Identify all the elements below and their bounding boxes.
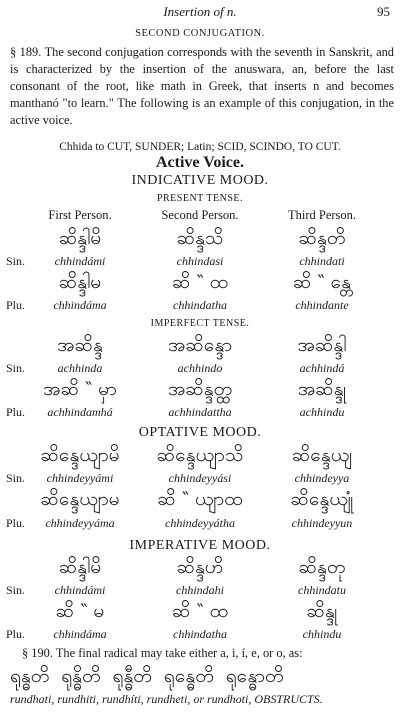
script-word: အဆိန္ဒတ္ထ — [167, 378, 233, 400]
script-word: ဆိန္ဒါမိ — [58, 227, 102, 249]
roman-word: achhindamhá — [47, 405, 113, 419]
script-word: ဆိန္ဒါမ — [58, 271, 102, 293]
imperfect-tense-heading: IMPERFECT TENSE. — [150, 318, 250, 329]
script-word: အဆိ ‶ မှာ — [43, 378, 117, 400]
roman-word: chhindeyyámi — [46, 471, 114, 485]
script-word: အဆိန္ဒု — [297, 378, 347, 400]
optative-plu-roman-row — [0, 516, 400, 534]
number-label: Sin. — [6, 471, 26, 485]
script-word: ဆိန္ဒတု — [298, 556, 346, 578]
number-label: Plu. — [6, 627, 26, 641]
roman-word: chhindatha — [173, 627, 227, 641]
script-word: ဆိန္ဒသိ — [176, 227, 224, 249]
roman-word: chhindatha — [173, 298, 227, 312]
roman-word: chhindáma — [53, 627, 107, 641]
roman-word: chhindámi — [54, 254, 106, 268]
imperfect-sin-script-row — [0, 333, 400, 359]
script-word: ဆိ ‶ န္တေ — [292, 271, 352, 293]
present-plu-script-row — [0, 270, 400, 296]
roman-word: achhindo — [177, 361, 223, 375]
script-word: ဆိ ‶ ထ — [172, 600, 228, 622]
optative-heading: OPTATIVE MOOD. — [138, 425, 262, 440]
page-number: 95 — [377, 4, 390, 19]
column-headings — [0, 208, 400, 226]
script-word: ဆိန္ဒေယျ — [291, 444, 353, 466]
present-sin-script-row — [0, 226, 400, 252]
col-head-second: Second Person. — [161, 208, 239, 222]
roman-word: achhinda — [57, 361, 103, 375]
script-word: ဆိန္ဒဟိ — [176, 556, 224, 578]
col-head-third: Third Person. — [287, 208, 357, 222]
imperative-heading: IMPERATIVE MOOD. — [129, 538, 271, 553]
paragraph-190: § 190. The final radical may take either a, i, í, e, or o, as: — [22, 646, 303, 660]
script-word: ဆိန္ဒေယျာမ — [40, 488, 120, 510]
number-label: Plu. — [6, 405, 26, 419]
imperfect-plu-roman-row — [0, 405, 400, 423]
roman-word: achhindattha — [168, 405, 232, 419]
number-label: Plu. — [6, 298, 26, 312]
script-word: ဆိ ‶ မ — [55, 600, 105, 622]
paragraph-189: § 189. The second conjugation corresponds with the seventh in Sanskrit, and is characterized by the insertion of the anuswara, an, before the last consonant of the root, like math in Greek, that inserts n and becomes manthanó "to learn." The following is an example of this conjugation, in the active voice. — [10, 45, 394, 127]
script-word: ဆိန္ဒု — [306, 600, 338, 622]
roman-word: chhindatu — [298, 583, 346, 597]
imperative-plu-roman-row — [0, 627, 400, 645]
example-line: Chhida to CUT, SUNDER; Latin; SCID, SCINDO, TO CUT. — [59, 141, 341, 153]
roman-word: chhindu — [302, 627, 342, 641]
paragraph-190-roman: rundhati, rundhiti, rundhíti, rundheti, or rundhoti, OBSTRUCTS. — [10, 692, 323, 706]
imperfect-plu-script-row — [0, 377, 400, 403]
paragraph-190-script: ရုန္ဓတိ ရုန္ဓိတိ ရုန္ဓီတိ ရုန္ဓေတိ ရုန္ဓောတိ — [10, 665, 284, 687]
number-label: Sin. — [6, 254, 26, 268]
col-head-first: First Person. — [48, 208, 112, 222]
roman-word: chhindeyyási — [168, 471, 232, 485]
number-label: Sin. — [6, 583, 26, 597]
roman-word: chhindeyyáma — [45, 516, 115, 530]
optative-plu-script-row — [0, 487, 400, 513]
roman-word: chhindáma — [53, 298, 107, 312]
roman-word: chhindati — [299, 254, 345, 268]
number-label: Sin. — [6, 361, 26, 375]
script-word: အဆိန္ဒော — [167, 334, 233, 356]
running-head-title: Insertion of n. — [163, 4, 237, 19]
section-heading: SECOND CONJUGATION. — [135, 28, 265, 39]
roman-word: chhindámi — [54, 583, 106, 597]
script-word: ဆိန္ဒေယျုံ — [290, 488, 354, 510]
roman-word: chhindeyyun — [291, 516, 353, 530]
imperative-sin-script-row — [0, 555, 400, 581]
present-tense-heading: PRESENT TENSE. — [156, 193, 244, 204]
roman-word: achhindá — [299, 361, 345, 375]
present-plu-roman-row — [0, 298, 400, 316]
script-word: အဆိန္ဒါ — [297, 334, 347, 356]
optative-sin-script-row — [0, 443, 400, 469]
voice-heading: Active Voice. — [156, 154, 244, 171]
script-word: ဆိန္ဒတိ — [298, 227, 346, 249]
roman-word: achhindu — [299, 405, 345, 419]
number-label: Plu. — [6, 516, 26, 530]
script-word: ဆိန္ဒေယျာသိ — [156, 444, 244, 466]
roman-word: chhindeyya — [294, 471, 350, 485]
imperative-plu-script-row — [0, 599, 400, 625]
script-word: အဆိန္ဒ — [57, 334, 103, 356]
script-word: ဆိ ‶ ထ — [172, 271, 228, 293]
script-word: ဆိန္ဒါမိ — [58, 556, 102, 578]
script-word: ဆိ ‶ ယျာထ — [157, 488, 243, 510]
roman-word: chhindasi — [176, 254, 224, 268]
roman-word: chhindahi — [176, 583, 224, 597]
roman-word: chhindeyyátha — [165, 516, 235, 530]
roman-word: chhindante — [295, 298, 349, 312]
indicative-heading: INDICATIVE MOOD. — [131, 173, 269, 188]
script-word: ဆိန္ဒေယျာမိ — [40, 444, 120, 466]
